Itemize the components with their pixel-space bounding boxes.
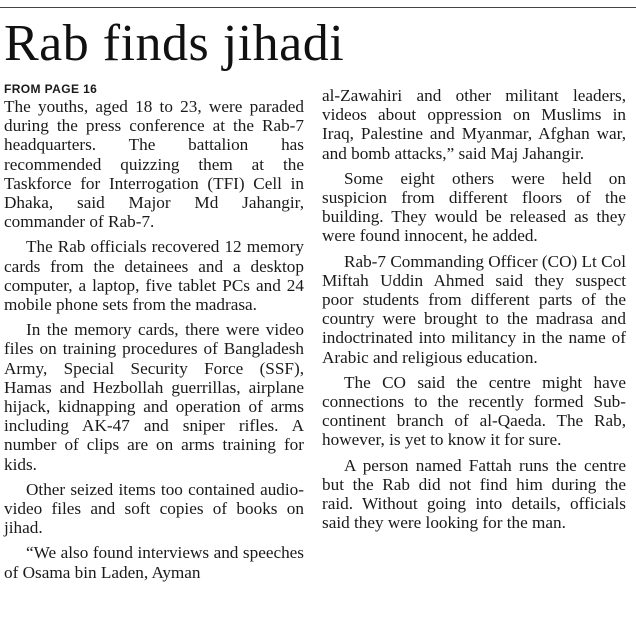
article-column-right [322, 86, 626, 532]
paragraph: Some eight others were held on suspicion from different floors of the building. They would be released as they were found innocent, he added. [322, 168, 626, 246]
paragraph: The Rab officials recovered 12 memory cards from the detainees and a desktop computer, a laptop, five tablet PCs and 24 mobile phone sets from the madrasa. [4, 237, 304, 315]
paragraph: Other seized items too contained audio-video files and soft copies of books on jihad. [4, 479, 304, 538]
continued-from-label: FROM PAGE 16 [4, 82, 98, 96]
article-column-left [4, 82, 304, 582]
headline: Rab finds jihadi [4, 15, 345, 72]
paragraph: “We also found interviews and speeches of Osama bin Laden, Ayman [4, 543, 304, 582]
paragraph: Rab-7 Commanding Officer (CO) Lt Col Miftah Uddin Ahmed said they suspect poor students from different parts of the country were brought to the madrasa and indoctrinated into militancy in the name of Arabic and religious education. [322, 251, 626, 367]
paragraph: A person named Fattah runs the centre but the Rab did not find him during the raid. Without going into details, officials said they were looking for the man. [322, 455, 626, 533]
paragraph: The youths, aged 18 to 23, were paraded during the press conference at the Rab-7 headquarters. The battalion has recommended quizzing them at the Taskforce for Interrogation (TFI) Cell in Dhaka, said Major Md Jahangir, commander of Rab-7. [4, 97, 304, 232]
paragraph: In the memory cards, there were video files on training procedures of Bangladesh Army, Special Security Force (SSF), Hamas and Hezbollah guerrillas, airplane hijack, kidnapping and operation of arms including AK-47 and sniper rifles. A number of clips are on arms training for kids. [4, 320, 304, 474]
top-rule [0, 7, 636, 8]
paragraph: The CO said the centre might have connections to the recently formed Sub-continent branch of al-Qaeda. The Rab, however, is yet to know it for sure. [322, 372, 626, 450]
paragraph: al-Zawahiri and other militant leaders, videos about oppression on Muslims in Iraq, Palestine and Myanmar, Afghan war, and bomb attacks,” said Maj Jahangir. [322, 86, 626, 163]
